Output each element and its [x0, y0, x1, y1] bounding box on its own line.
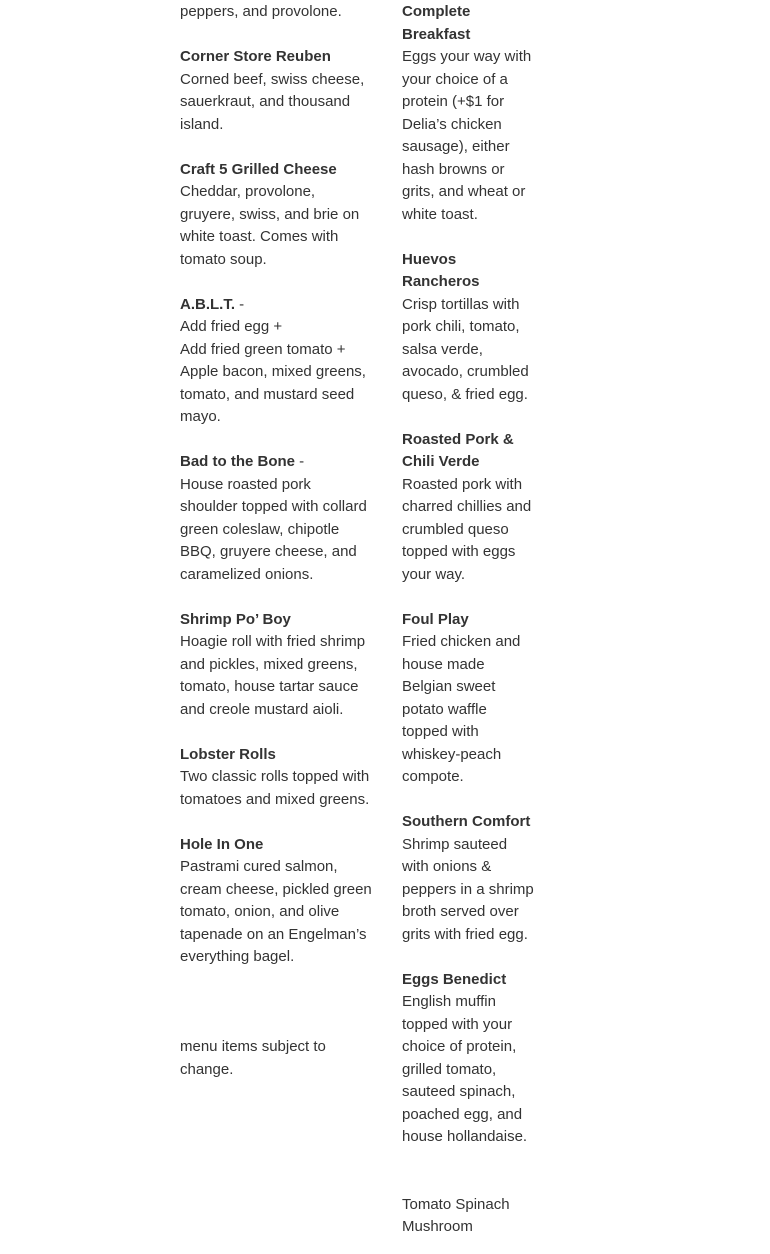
item-description: Two classic rolls topped with tomatoes and mixed greens.: [180, 768, 370, 808]
footer-note-text: menu items subject to change.: [180, 1038, 326, 1078]
item-name: Shrimp Po’ Boy: [180, 610, 291, 628]
item-addon: Add fried green tomato +: [180, 340, 346, 358]
item-name-suffix: -: [295, 453, 305, 470]
menu-item-lobster-rolls: [180, 744, 372, 812]
item-description: Hoagie roll with fried shrimp and pickles, mixed greens, tomato, house tartar sauce and creole mustard aioli.: [180, 633, 366, 718]
menu-column-left: [180, 1, 372, 1104]
spacer: [180, 991, 372, 1036]
menu-column-right: [402, 1, 534, 1254]
item-name-suffix: -: [235, 295, 245, 313]
item-description: Fried chicken and house made Belgian sweet potato waffle topped with whiskey-peach compote.: [402, 633, 521, 785]
item-name: Foul Play: [402, 610, 469, 628]
item-name: Hole In One: [180, 835, 264, 853]
item-name: Complete Breakfast: [402, 3, 471, 43]
item-description: Cheddar, provolone, gruyere, swiss, and brie on white toast. Comes with tomato soup.: [180, 183, 360, 268]
item-name: Bad to the Bone: [180, 453, 295, 470]
item-description: Pastrami cured salmon, cream cheese, pickled green tomato, onion, and olive tapenade on an Engelman’s everything bagel.: [180, 858, 372, 965]
item-description: Tomato Spinach Mushroom: [402, 1195, 510, 1235]
item-description: English muffin topped with your choice of protein, grilled tomato, sauteed spinach, poached egg, and house hollandaise.: [402, 993, 528, 1145]
item-description: House roasted pork shoulder topped with collard green coleslaw, chipotle BBQ, gruyere cheese, and caramelized onions.: [180, 475, 367, 583]
item-name: Craft 5 Grilled Cheese: [180, 160, 337, 178]
item-description: Corned beef, swiss cheese, sauerkraut, and thousand island.: [180, 70, 365, 133]
menu-item-huevos-rancheros: [402, 249, 534, 407]
item-name: A.B.L.T.: [180, 295, 235, 313]
item-description: Eggs your way with your choice of a protein (+$1 for Delia’s chicken sausage), either hash browns or grits, and wheat or white toast.: [402, 48, 532, 223]
menu-item-ablt: [180, 294, 372, 429]
item-name: Corner Store Reuben: [180, 48, 331, 65]
menu-item-hole-in-one: [180, 834, 372, 969]
spacer: [402, 1171, 534, 1194]
item-description: peppers, and provolone.: [180, 3, 342, 20]
menu-footer-note: [180, 1036, 372, 1081]
menu-item-complete-breakfast: [402, 1, 534, 226]
menu-item-foul-play: [402, 609, 534, 789]
item-addon: Add fried egg +: [180, 318, 283, 335]
menu-item-bad-to-the-bone: [180, 451, 372, 586]
menu-item-eggs-benedict: [402, 969, 534, 1149]
item-description: Apple bacon, mixed greens, tomato, and mustard seed mayo.: [180, 363, 366, 425]
item-name: Huevos Rancheros: [402, 250, 480, 290]
item-description: Shrimp sauteed with onions & peppers in a shrimp broth served over grits with fried egg.: [402, 835, 534, 943]
item-name: Eggs Benedict: [402, 970, 507, 988]
menu-item-description-tail: [180, 1, 372, 24]
item-name: Lobster Rolls: [180, 745, 276, 763]
menu-item-corner-store-reuben: [180, 46, 372, 136]
item-description: Crisp tortillas with pork chili, tomato, salsa verde, avocado, crumbled queso, & fried egg.: [402, 295, 529, 403]
menu-item-roasted-pork-chili-verde: [402, 429, 534, 587]
menu-item-shrimp-po-boy: [180, 609, 372, 722]
item-description: Roasted pork with charred chillies and crumbled queso topped with eggs your way.: [402, 475, 532, 583]
item-name: Roasted Pork & Chili Verde: [402, 430, 514, 470]
menu-item-southern-comfort: [402, 811, 534, 946]
menu-item-trailing: [402, 1194, 534, 1239]
item-name: Southern Comfort: [402, 813, 531, 830]
menu-item-craft-5-grilled-cheese: [180, 159, 372, 272]
